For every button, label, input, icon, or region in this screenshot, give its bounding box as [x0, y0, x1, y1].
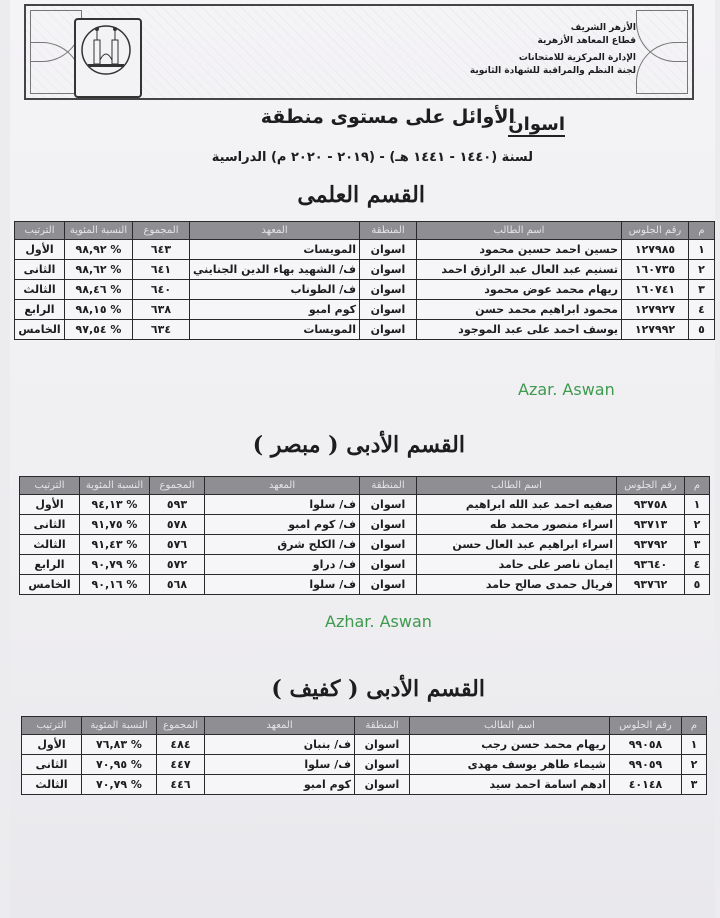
cell-total: ٥٧٢: [150, 555, 205, 575]
cell-inst: ف/ سلوا: [205, 575, 360, 595]
cell-seat: ٩٣٦٤٠: [617, 555, 685, 575]
cell-name: فريال حمدى صالح حامد: [417, 575, 617, 595]
col-seat: رقم الجلوس: [617, 477, 685, 495]
table-row: [20, 495, 710, 515]
cell-no: ٣: [685, 535, 710, 555]
watermark-text: Azar. Aswan: [518, 380, 615, 399]
cell-pct: % ٩٨,٤٦: [65, 280, 133, 300]
cell-seat: ٩٩٠٥٨: [610, 735, 682, 755]
literary-blind-table: [21, 716, 707, 795]
table-row: [22, 775, 707, 795]
cell-rank: الرابع: [15, 300, 65, 320]
col-area: المنطقة: [355, 717, 410, 735]
cell-total: ٥٦٨: [150, 575, 205, 595]
cell-seat: ١٢٧٩٨٥: [622, 240, 689, 260]
cell-rank: الثانى: [15, 260, 65, 280]
table-row: [20, 555, 710, 575]
table-row: [20, 515, 710, 535]
table-row: [22, 735, 707, 755]
cell-name: ادهم اسامة احمد سيد: [410, 775, 610, 795]
cell-pct: % ٩٨,٦٢: [65, 260, 133, 280]
cell-rank: الأول: [15, 240, 65, 260]
col-rank: الترتيب: [22, 717, 82, 735]
section-heading-science: القسم العلمى: [297, 182, 425, 208]
cell-inst: ف/ الطوناب: [190, 280, 360, 300]
cell-inst: كوم امبو: [190, 300, 360, 320]
cell-area: اسوان: [360, 555, 417, 575]
cell-name: اسراء ابراهيم عبد العال حسن: [417, 535, 617, 555]
section-heading-literary-sighted: القسم الأدبى ( مبصر ): [252, 432, 465, 458]
cell-rank: الثانى: [20, 515, 80, 535]
cell-area: اسوان: [355, 775, 410, 795]
cell-area: اسوان: [360, 320, 417, 340]
col-name: اسم الطالب: [417, 477, 617, 495]
organization-block: [470, 22, 636, 78]
col-name: اسم الطالب: [410, 717, 610, 735]
cell-pct: % ٩٧,٥٤: [65, 320, 133, 340]
table-row: [20, 575, 710, 595]
col-inst: المعهد: [205, 717, 355, 735]
cell-no: ٤: [689, 300, 715, 320]
cell-pct: % ٩٤,١٣: [80, 495, 150, 515]
col-area: المنطقة: [360, 477, 417, 495]
col-pct: النسبة المئوية: [80, 477, 150, 495]
cell-name: ريهام محمد عوض محمود: [417, 280, 622, 300]
cell-seat: ٩٣٧٦٢: [617, 575, 685, 595]
cell-inst: كوم امبو: [205, 775, 355, 795]
table-row: [15, 320, 715, 340]
col-name: اسم الطالب: [417, 222, 622, 240]
col-no: م: [689, 222, 715, 240]
cell-total: ٦٤٣: [133, 240, 190, 260]
cell-area: اسوان: [360, 280, 417, 300]
al-azhar-seal-icon: [74, 18, 142, 98]
cell-no: ٢: [685, 515, 710, 535]
col-inst: المعهد: [205, 477, 360, 495]
cell-name: شيماء طاهر يوسف مهدى: [410, 755, 610, 775]
cell-inst: ف/ كوم امبو: [205, 515, 360, 535]
cell-inst: ف/ سلوا: [205, 495, 360, 515]
cell-no: ٣: [682, 775, 707, 795]
cell-area: اسوان: [360, 535, 417, 555]
cell-seat: ٤٠١٤٨: [610, 775, 682, 795]
cell-area: اسوان: [360, 515, 417, 535]
cell-area: اسوان: [355, 735, 410, 755]
col-total: المجموع: [157, 717, 205, 735]
cell-area: اسوان: [360, 260, 417, 280]
cell-rank: الخامس: [15, 320, 65, 340]
col-rank: الترتيب: [15, 222, 65, 240]
cell-name: اسراء منصور محمد طه: [417, 515, 617, 535]
cell-no: ٢: [689, 260, 715, 280]
cell-total: ٦٤١: [133, 260, 190, 280]
cell-pct: % ٩٠,١٦: [80, 575, 150, 595]
cell-name: يوسف احمد على عبد الموجود: [417, 320, 622, 340]
cell-area: اسوان: [355, 755, 410, 775]
table-row: [15, 240, 715, 260]
table-row: [15, 260, 715, 280]
table-row: [22, 755, 707, 775]
org-line: قطاع المعاهد الأزهرية: [537, 36, 636, 46]
cell-inst: ف/ الكلح شرق: [205, 535, 360, 555]
cell-no: ١: [685, 495, 710, 515]
region-name: اسوان: [508, 114, 565, 135]
cell-rank: الأول: [20, 495, 80, 515]
cell-rank: الخامس: [20, 575, 80, 595]
cell-rank: الثالث: [22, 775, 82, 795]
cell-name: ريهام محمد حسن رجب: [410, 735, 610, 755]
watermark-text: Azhar. Aswan: [325, 612, 432, 631]
document-page: [10, 0, 715, 918]
cell-seat: ٩٩٠٥٩: [610, 755, 682, 775]
cell-total: ٤٨٤: [157, 735, 205, 755]
cell-pct: % ٧٠,٧٩: [82, 775, 157, 795]
page-title: الأوائل على مستوى منطقة: [260, 106, 515, 128]
cell-seat: ١٦٠٧٤١: [622, 280, 689, 300]
org-line: الأزهر الشريف: [570, 23, 636, 33]
cell-area: اسوان: [360, 495, 417, 515]
cell-total: ٦٣٤: [133, 320, 190, 340]
cell-no: ٢: [682, 755, 707, 775]
cell-area: اسوان: [360, 300, 417, 320]
cell-pct: % ٩١,٧٥: [80, 515, 150, 535]
cell-total: ٥٧٨: [150, 515, 205, 535]
literary-sighted-table: [19, 476, 710, 595]
cell-inst: ف/ بنبان: [205, 735, 355, 755]
cell-total: ٥٩٣: [150, 495, 205, 515]
cell-name: ايمان ناصر على حامد: [417, 555, 617, 575]
cell-pct: % ٧٦,٨٣: [82, 735, 157, 755]
cell-pct: % ٧٠,٩٥: [82, 755, 157, 775]
col-inst: المعهد: [190, 222, 360, 240]
cell-rank: الثالث: [15, 280, 65, 300]
cell-total: ٦٣٨: [133, 300, 190, 320]
col-no: م: [685, 477, 710, 495]
table-row: [15, 280, 715, 300]
cell-seat: ٩٣٧٩٢: [617, 535, 685, 555]
cell-no: ١: [689, 240, 715, 260]
col-total: المجموع: [150, 477, 205, 495]
cell-area: اسوان: [360, 575, 417, 595]
cell-rank: الثانى: [22, 755, 82, 775]
cell-seat: ١٢٧٩٩٢: [622, 320, 689, 340]
cell-name: تسنيم عبد العال عبد الرازق احمد: [417, 260, 622, 280]
cell-pct: % ٩٠,٧٩: [80, 555, 150, 575]
cell-no: ٥: [685, 575, 710, 595]
cell-pct: % ٩١,٤٣: [80, 535, 150, 555]
cell-area: اسوان: [360, 240, 417, 260]
col-seat: رقم الجلوس: [622, 222, 689, 240]
org-line: الإدارة المركزية للامتحانات: [518, 53, 636, 63]
cell-inst: ف/ سلوا: [205, 755, 355, 775]
cell-total: ٦٤٠: [133, 280, 190, 300]
table-row: [20, 535, 710, 555]
cell-no: ٣: [689, 280, 715, 300]
section-heading-literary-blind: القسم الأدبى ( كفيف ): [271, 676, 485, 702]
cell-total: ٤٤٦: [157, 775, 205, 795]
corner-ornament-icon: [636, 42, 688, 94]
cell-seat: ٩٣٧٥٨: [617, 495, 685, 515]
science-table: [14, 221, 715, 340]
cell-pct: % ٩٨,٩٢: [65, 240, 133, 260]
cell-no: ١: [682, 735, 707, 755]
col-no: م: [682, 717, 707, 735]
table-row: [15, 300, 715, 320]
cell-seat: ٩٣٧١٣: [617, 515, 685, 535]
letterhead-frame: [24, 4, 694, 100]
cell-name: صفيه احمد عبد الله ابراهيم: [417, 495, 617, 515]
cell-rank: الثالث: [20, 535, 80, 555]
col-rank: الترتيب: [20, 477, 80, 495]
cell-name: حسين احمد حسين محمود: [417, 240, 622, 260]
cell-inst: المويسات: [190, 320, 360, 340]
col-pct: النسبة المئوية: [65, 222, 133, 240]
cell-no: ٤: [685, 555, 710, 575]
cell-name: محمود ابراهيم محمد حسن: [417, 300, 622, 320]
col-total: المجموع: [133, 222, 190, 240]
col-area: المنطقة: [360, 222, 417, 240]
col-pct: النسبة المئوية: [82, 717, 157, 735]
cell-inst: المويسات: [190, 240, 360, 260]
org-line: لجنة النظم والمراقبة للشهادة الثانوية: [469, 66, 636, 76]
cell-pct: % ٩٨,١٥: [65, 300, 133, 320]
col-seat: رقم الجلوس: [610, 717, 682, 735]
cell-seat: ١٢٧٩٢٧: [622, 300, 689, 320]
cell-inst: ف/ الشهيد بهاء الدين الجنايني: [190, 260, 360, 280]
cell-total: ٤٤٧: [157, 755, 205, 775]
cell-seat: ١٦٠٧٣٥: [622, 260, 689, 280]
cell-total: ٥٧٦: [150, 535, 205, 555]
cell-rank: الأول: [22, 735, 82, 755]
academic-year: لسنة (١٤٤٠ - ١٤٤١ هـ) - (٢٠١٩ - ٢٠٢٠ م) الدراسية: [211, 150, 533, 165]
cell-rank: الرابع: [20, 555, 80, 575]
cell-inst: ف/ دراو: [205, 555, 360, 575]
cell-no: ٥: [689, 320, 715, 340]
